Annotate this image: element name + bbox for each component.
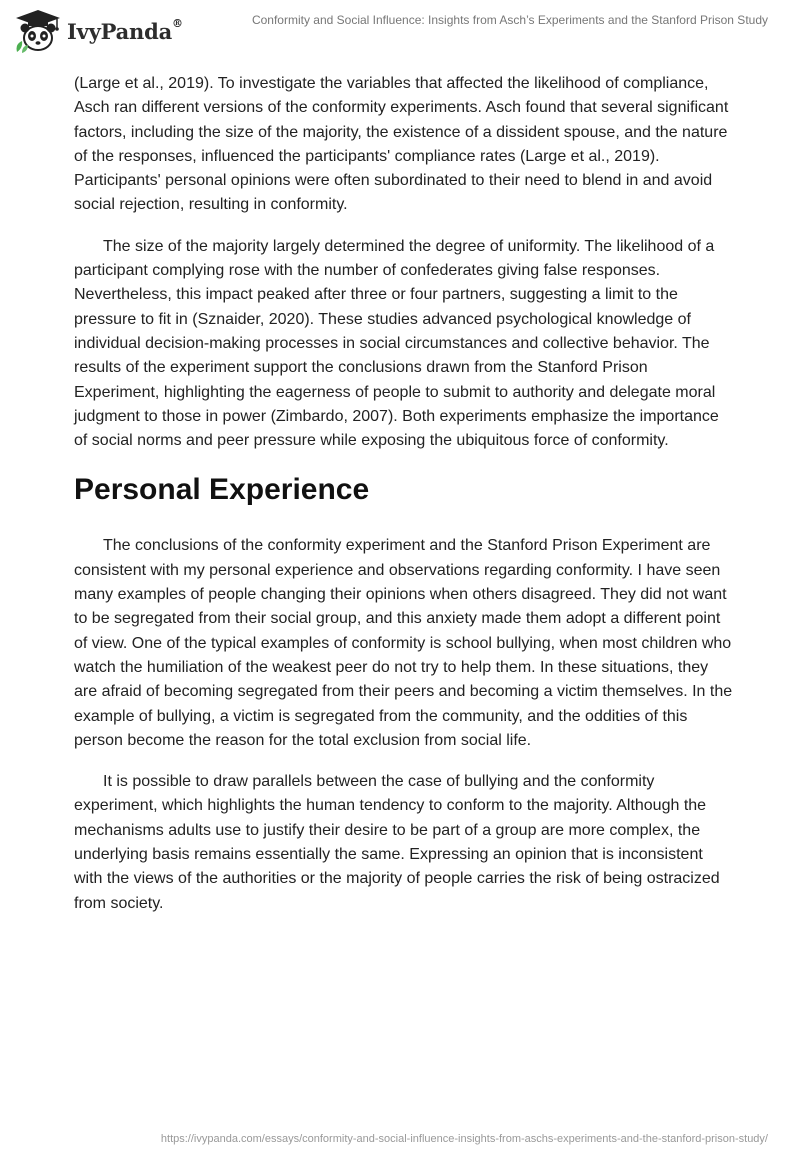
section-heading: Personal Experience	[74, 473, 370, 507]
paragraph: The conclusions of the conformity experiment and the Stanford Prison Experiment are consistent with my personal experience and observations regarding conformity. I have seen many examples of people changing their opinions when others disagreed. They did not want to be segregated from their social group, and this anxiety made them adopt a different point of view. One of the typical examples of conformity is school bullying, when most children who watch the humiliation of the weakest peer do not try to help them. In these situations, they are afraid of becoming segregated from their peers and becoming a victim themselves. In the example of bullying, a victim is segregated from the community, and the oddities of this person become the reason for the total exclusion from social life.	[74, 537, 733, 749]
paragraph: It is possible to draw parallels between the case of bullying and the conformity experiment, which highlights the human tendency to conform to the majority. Although the mechanisms adults use to justify their desire to be part of a group are more complex, the underlying basis remains essentially the same. Expressing an opinion that is inconsistent with the views of the authorities or the majority of people carries the risk of being ostracized from society.	[74, 773, 720, 912]
essay-body	[74, 72, 734, 933]
document-title: Conformity and Social Influence: Insights from Asch’s Experiments and the Stanford Prison Study	[251, 13, 768, 27]
brand-name: IvyPanda®	[67, 16, 183, 44]
panda-graduation-cap-icon	[13, 8, 63, 54]
source-url[interactable]: https://ivypanda.com/essays/conformity-and-social-influence-insights-from-aschs-experiments-and-the-stanford-prison-study/	[160, 1133, 768, 1145]
page-header	[0, 0, 800, 60]
ivypanda-logo[interactable]	[13, 8, 183, 54]
paragraph: (Large et al., 2019). To investigate the variables that affected the likelihood of compliance, Asch ran different versions of the conformity experiments. Asch found that several significant factors, including the size of the majority, the existence of a dissident spouse, and the nature of the responses, influenced the participants' compliance rates (Large et al., 2019). Participants' personal opinions were often subordinated to their need to blend in and avoid social rejection, resulting in conformity.	[74, 75, 729, 214]
paragraph: The size of the majority largely determined the degree of uniformity. The likelihood of a participant complying rose with the number of confederates giving false responses. Nevertheless, this impact peaked after three or four partners, suggesting a limit to the pressure to fit in (Sznaider, 2020). These studies advanced psychological knowledge of individual decision-making processes in social circumstances and collective behavior. The results of the experiment support the conclusions drawn from the Stanford Prison Experiment, highlighting the eagerness of people to submit to authority and delegate moral judgment to those in power (Zimbardo, 2007). Both experiments emphasize the importance of social norms and peer pressure while exposing the ubiquitous force of conformity.	[74, 237, 719, 450]
